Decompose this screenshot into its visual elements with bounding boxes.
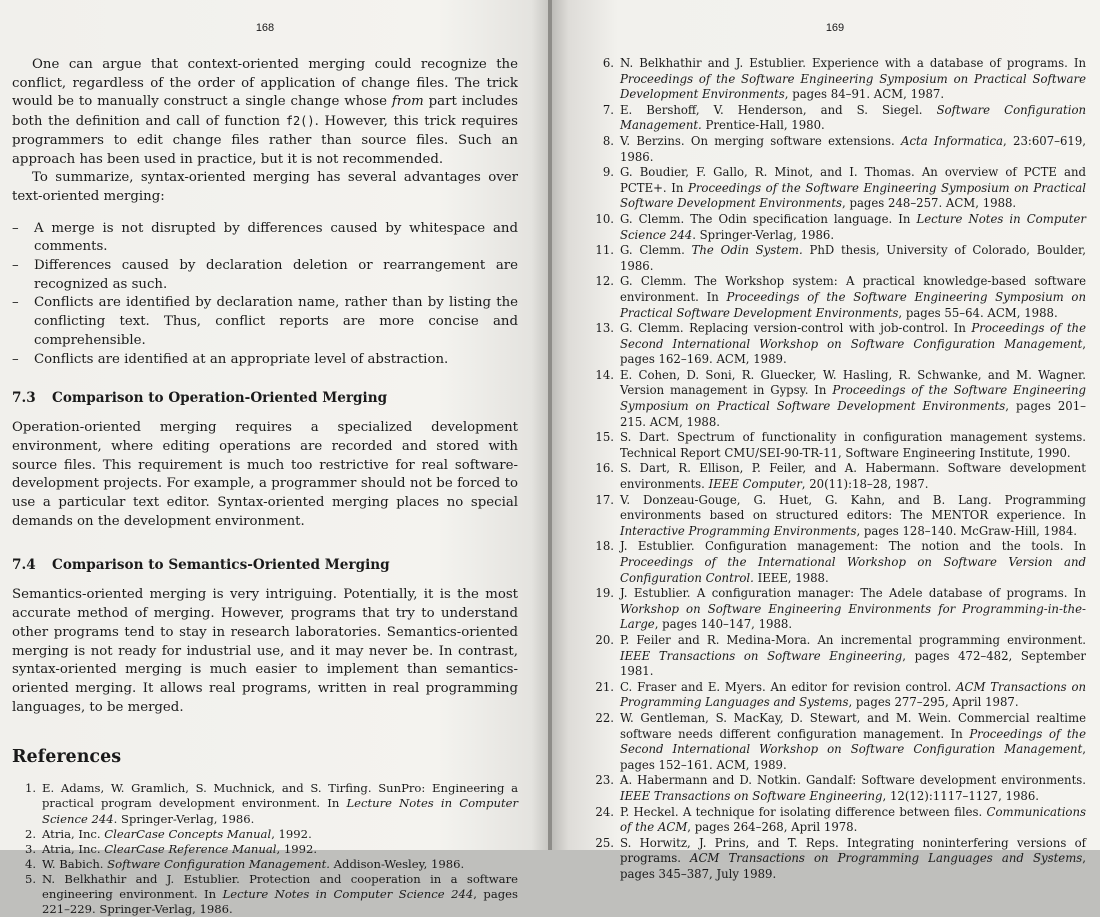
- reference-item: 13. G. Clemm. Replacing version-control with job-control. In Proceedings of the Second International Workshop on Software Configuration Management, pages 162–169. ACM, 1989.: [595, 321, 1086, 367]
- list-item: – Differences caused by declaration deletion or rearrangement are recognized as such.: [12, 258, 518, 292]
- reference-item: 9. G. Boudier, F. Gallo, R. Minot, and I. Thomas. An overview of PCTE and PCTE+. In Proceedings of the Software Engineering Symposium on Practical Software Development Environments, pages 248–257. ACM, 1988.: [602, 165, 1087, 211]
- reference-item: 16. S. Dart, R. Ellison, P. Feiler, and A. Habermann. Software development environments. IEEE Computer, 20(11):18–28, 1987.: [595, 461, 1086, 492]
- reference-item: 17. V. Donzeau-Gouge, G. Huet, G. Kahn, and B. Lang. Programming environments based on structured editors: The MENTOR experience. In Interactive Programming Environments, pages 128–140. McGraw-Hill, 1984.: [595, 492, 1086, 538]
- reference-item: 25. S. Horwitz, J. Prins, and T. Reps. Integrating noninterfering versions of programs. ACM Transactions on Programming Languages and Systems, pages 345–387, July 1989.: [595, 835, 1087, 881]
- paragraph-context-merging: One can argue that context-oriented merging could recognize the conflict, regardless of the order of application of change files. The trick would be to manually construct a single change whose from part includes both the definition and call of function f2(). However, this trick requires programmers to edit change files rather than source files. Such an approach has been used in practice, but it is not recommended.: [12, 57, 518, 167]
- references-list-right: [584, 56, 1086, 882]
- reference-item: 14. E. Cohen, D. Soni, R. Gluecker, W. Hasling, R. Schwanke, and M. Wagner. Version management in Gypsy. In Proceedings of the Software Engineering Symposium on Practical Software Development Environments, pages 201–215. ACM, 1988.: [595, 367, 1086, 429]
- reference-item: 23. A. Habermann and D. Notkin. Gandalf: Software development environments. IEEE Transactions on Software Engineering, 12(12):1117–1127, 1986.: [595, 773, 1086, 803]
- page-number-left: 168: [255, 22, 275, 34]
- reference-item: 4. W. Babich. Software Configuration Management. Addison-Wesley, 1986.: [24, 856, 465, 871]
- reference-item: 24. P. Heckel. A technique for isolating difference between files. Communications of the ACM, pages 264–268, April 1978.: [595, 804, 1086, 835]
- references-list-left: [12, 781, 518, 917]
- list-item: – A merge is not disrupted by differences caused by whitespace and comments.: [12, 220, 518, 255]
- section-heading-7-3: 7.3 Comparison to Operation-Oriented Merging: [12, 390, 388, 407]
- left-page: [0, 0, 548, 917]
- advantages-list: [12, 220, 518, 370]
- reference-item: 1. E. Adams, W. Gramlich, S. Muchnick, and S. Tirfing. SunPro: Engineering a practical program development environment. In Lecture Notes in Computer Science 244. Springer-Verlag, 1986.: [24, 781, 518, 826]
- list-item: – Conflicts are identified by declaration name, rather than by listing the conflicting text. Thus, conflict reports are more concise and comprehensible.: [12, 295, 518, 348]
- reference-item: 22. W. Gentleman, S. MacKay, D. Stewart, and M. Wein. Commercial realtime software needs different configuration management. In Proceedings of the Second International Workshop on Software Configuration Management, pages 152–161. ACM, 1989.: [595, 710, 1086, 772]
- reference-item: 5. N. Belkhathir and J. Estublier. Protection and cooperation in a software engineering environment. In Lecture Notes in Computer Science 244, pages 221–229. Springer-Verlag, 1986.: [24, 871, 518, 917]
- reference-item: 10. G. Clemm. The Odin specification language. In Lecture Notes in Computer Science 244. Springer-Verlag, 1986.: [595, 211, 1086, 242]
- references-heading: References: [12, 747, 122, 768]
- reference-item: 18. J. Estublier. Configuration management: The notion and the tools. In Proceedings of the International Workshop on Software Version and Configuration Control. IEEE, 1988.: [595, 539, 1086, 585]
- right-page: [552, 0, 1100, 881]
- paragraph-semantics-oriented: Semantics-oriented merging is very intriguing. Potentially, it is the most accurate method of merging. However, programs that try to understand other programs tend to stay in research laboratories. Semantics-oriented merging is not ready for industrial use, and it may never be. In contrast, syntax-oriented merging is much easier to implement than semantics-oriented merging. It allows real programs, written in real programming languages, to be merged.: [12, 587, 518, 715]
- reference-item: 3. Atria, Inc. ClearCase Reference Manual, 1992.: [24, 841, 318, 856]
- paragraph-operation-oriented: Operation-oriented merging requires a specialized development environment, where editing operations are recorded and stored with source files. This requirement is much too restrictive for real software-development projects. For example, a programmer should not be forced to use a particular text editor. Syntax-oriented merging places no special demands on the development environment.: [12, 420, 518, 529]
- reference-item: 7. E. Bershoff, V. Henderson, and S. Siegel. Software Configuration Management. Prentice-Hall, 1980.: [602, 102, 1087, 133]
- page-number-right: 169: [825, 22, 845, 34]
- reference-item: 12. G. Clemm. The Workshop system: A practical knowledge-based software environment. In Proceedings of the Software Engineering Symposium on Practical Software Development Environments, pages 55–64. ACM, 1988.: [595, 274, 1086, 320]
- reference-item: 11. G. Clemm. The Odin System. PhD thesis, University of Colorado, Boulder, 1986.: [595, 243, 1086, 273]
- list-item: – Conflicts are identified at an appropriate level of abstraction.: [12, 351, 449, 367]
- reference-item: 2. Atria, Inc. ClearCase Concepts Manual, 1992.: [24, 826, 312, 841]
- reference-item: 6. N. Belkhathir and J. Estublier. Experience with a database of programs. In Proceedings of the Software Engineering Symposium on Practical Software Development Environments, pages 84–91. ACM, 1987.: [602, 56, 1086, 102]
- paragraph-summary: To summarize, syntax-oriented merging has several advantages over text-oriented merging:: [12, 170, 518, 204]
- reference-item: 21. C. Fraser and E. Myers. An editor for revision control. ACM Transactions on Programming Languages and Systems, pages 277–295, April 1987.: [595, 679, 1087, 710]
- section-heading-7-4: 7.4 Comparison to Semantics-Oriented Merging: [12, 557, 390, 574]
- reference-item: 15. S. Dart. Spectrum of functionality in configuration management systems. Technical Report CMU/SEI-90-TR-11, Software Engineering Institute, 1990.: [595, 430, 1086, 460]
- reference-item: 20. P. Feiler and R. Medina-Mora. An incremental programming environment. IEEE Transactions on Software Engineering, pages 472–482, September 1981.: [595, 632, 1086, 679]
- reference-item: 8. V. Berzins. On merging software extensions. Acta Informatica, 23:607–619, 1986.: [602, 133, 1086, 164]
- reference-item: 19. J. Estublier. A configuration manager: The Adele database of programs. In Workshop on Software Engineering Environments for Programming-in-the-Large, pages 140–147, 1988.: [595, 586, 1086, 632]
